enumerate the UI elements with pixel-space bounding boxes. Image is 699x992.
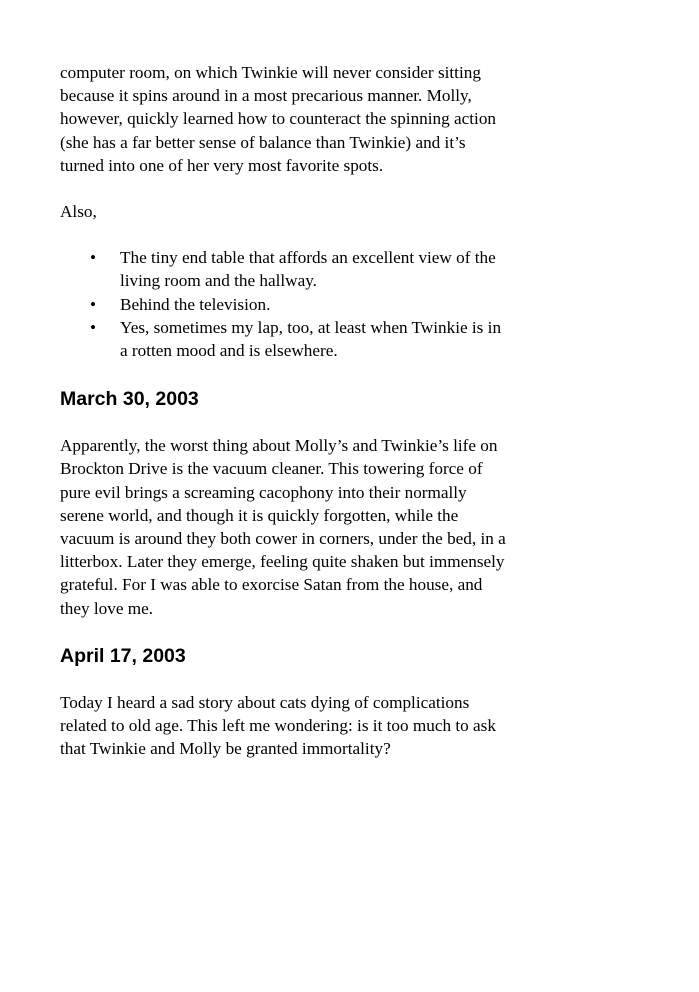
list-item — [60, 316, 600, 362]
entry-paragraph — [60, 434, 600, 620]
text-line: related to old age. This left me wondering: is it too much to ask — [60, 716, 496, 736]
spacer — [60, 177, 600, 200]
bullet-icon: • — [90, 294, 97, 314]
text-line: a rotten mood and is elsewhere. — [120, 341, 338, 361]
spacer — [60, 411, 600, 434]
list-item — [60, 246, 600, 292]
text-line: Today I heard a sad story about cats dying of complications — [60, 692, 470, 712]
text-line: because it spins around in a most precarious manner. Molly, — [60, 86, 472, 106]
text-line: litterbox. Later they emerge, feeling quite shaken but immensely — [60, 552, 505, 572]
entry-date-heading: April 17, 2003 — [60, 644, 186, 667]
text-line: Yes, sometimes my lap, too, at least when Twinkie is in — [120, 317, 502, 337]
spacer — [60, 223, 600, 246]
entry-paragraph — [60, 691, 600, 761]
bullet-list — [60, 246, 600, 362]
also-label: Also, — [60, 202, 97, 222]
spacer — [60, 362, 600, 387]
text-line: grateful. For I was able to exorcise Satan from the house, and — [60, 575, 483, 595]
text-line: serene world, and though it is quickly forgotten, while the — [60, 505, 459, 525]
document-page — [60, 61, 600, 760]
entry-date-heading: March 30, 2003 — [60, 388, 199, 411]
text-line: Brockton Drive is the vacuum cleaner. This towering force of — [60, 459, 483, 479]
text-line: pure evil brings a screaming cacophony into their normally — [60, 482, 467, 502]
text-line: The tiny end table that affords an excellent view of the — [120, 248, 496, 268]
text-line: vacuum is around they both cower in corners, under the bed, in a — [60, 529, 506, 549]
spacer — [60, 620, 600, 644]
intro-paragraph — [60, 61, 600, 177]
text-line: that Twinkie and Molly be granted immortality? — [60, 739, 391, 759]
text-line: Apparently, the worst thing about Molly’s and Twinkie’s life on — [60, 436, 498, 456]
bullet-icon: • — [90, 317, 97, 337]
spacer — [60, 668, 600, 691]
text-line: living room and the hallway. — [120, 271, 317, 291]
text-line: they love me. — [60, 598, 154, 618]
text-line: however, quickly learned how to counteract the spinning action — [60, 109, 497, 129]
text-line: Behind the television. — [120, 294, 271, 314]
list-item — [60, 293, 600, 316]
text-line: computer room, on which Twinkie will never consider sitting — [60, 63, 481, 82]
bullet-icon: • — [90, 248, 97, 268]
text-line: turned into one of her very most favorite spots. — [60, 155, 384, 175]
text-line: (she has a far better sense of balance than Twinkie) and it’s — [60, 132, 466, 152]
